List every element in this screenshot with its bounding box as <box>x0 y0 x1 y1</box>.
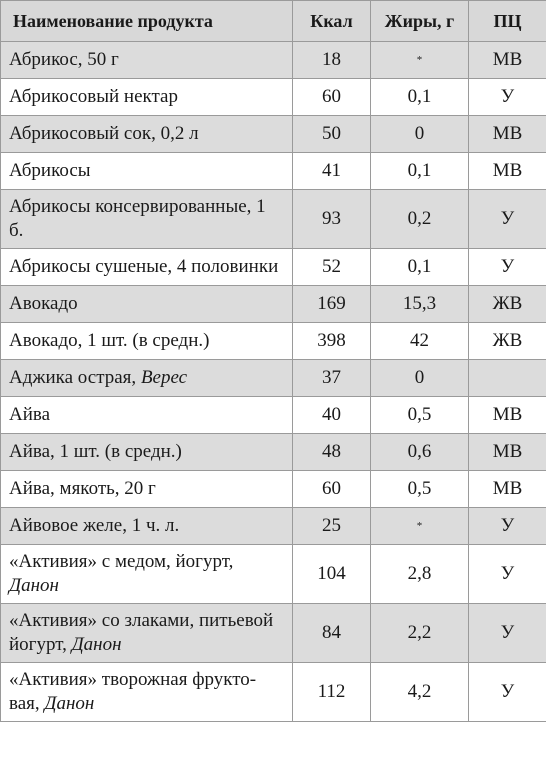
pc-value <box>469 360 546 397</box>
table-row <box>1 434 546 471</box>
fat-value: 15,3 <box>371 286 469 323</box>
fat-value: 2,2 <box>371 604 469 663</box>
product-name <box>1 604 293 663</box>
product-name-text: «Активия» с медом, йогурт, <box>9 551 234 572</box>
product-name-text: Айва <box>9 404 51 425</box>
product-name-text: Айва, 1 шт. (в средн.) <box>9 441 182 462</box>
product-name <box>1 434 293 471</box>
fat-value: 0,5 <box>371 397 469 434</box>
product-name-text: Абрикосовый нектар <box>9 86 178 107</box>
table-row <box>1 397 546 434</box>
product-name-text: Абрикосы <box>9 160 91 181</box>
table-row <box>1 471 546 508</box>
product-name-text: Айва, мякоть, 20 г <box>9 478 156 499</box>
table-row <box>1 360 546 397</box>
table-row <box>1 663 546 722</box>
kcal-value: 25 <box>293 508 371 545</box>
fat-value: 0,1 <box>371 79 469 116</box>
kcal-value: 18 <box>293 42 371 79</box>
table-row <box>1 286 546 323</box>
fat-value: 0 <box>371 116 469 153</box>
product-name-text: Абрикосы сушеные, 4 половинки <box>9 256 279 277</box>
table-row <box>1 323 546 360</box>
brand-name: Данон <box>71 634 122 655</box>
column-header-pc: ПЦ <box>469 1 546 42</box>
fat-value: 4,2 <box>371 663 469 722</box>
fat-value: 0,2 <box>371 190 469 249</box>
product-name <box>1 663 293 722</box>
table-row <box>1 249 546 286</box>
fat-value: 2,8 <box>371 545 469 604</box>
fat-value: 0,1 <box>371 249 469 286</box>
product-name-text: Абрикосовый сок, 0,2 л <box>9 123 199 144</box>
column-header-fat: Жиры, г <box>371 1 469 42</box>
pc-value: У <box>469 545 546 604</box>
table-header-row <box>1 1 546 42</box>
table-row <box>1 508 546 545</box>
pc-value: МВ <box>469 397 546 434</box>
product-name-text: Абрикос, 50 г <box>9 49 119 70</box>
product-name <box>1 360 293 397</box>
pc-value: ЖВ <box>469 286 546 323</box>
kcal-value: 40 <box>293 397 371 434</box>
pc-value: МВ <box>469 153 546 190</box>
fat-value: 42 <box>371 323 469 360</box>
kcal-value: 104 <box>293 545 371 604</box>
product-name <box>1 153 293 190</box>
fat-value: * <box>371 508 469 545</box>
product-name-text: Айвовое желе, 1 ч. л. <box>9 515 180 536</box>
product-name-text: Авокадо <box>9 293 78 314</box>
kcal-value: 60 <box>293 79 371 116</box>
column-header-kcal: Ккал <box>293 1 371 42</box>
fat-value: * <box>371 42 469 79</box>
kcal-value: 169 <box>293 286 371 323</box>
product-name <box>1 249 293 286</box>
kcal-value: 112 <box>293 663 371 722</box>
table-row <box>1 604 546 663</box>
product-name <box>1 190 293 249</box>
product-name-text: Аджика острая, <box>9 367 141 388</box>
product-name <box>1 79 293 116</box>
pc-value: ЖВ <box>469 323 546 360</box>
pc-value: У <box>469 190 546 249</box>
kcal-value: 50 <box>293 116 371 153</box>
table-row <box>1 153 546 190</box>
pc-value: МВ <box>469 116 546 153</box>
kcal-value: 41 <box>293 153 371 190</box>
kcal-value: 52 <box>293 249 371 286</box>
kcal-value: 37 <box>293 360 371 397</box>
table-row <box>1 79 546 116</box>
pc-value: У <box>469 508 546 545</box>
pc-value: У <box>469 663 546 722</box>
table-row <box>1 545 546 604</box>
kcal-value: 93 <box>293 190 371 249</box>
product-name <box>1 545 293 604</box>
pc-value: У <box>469 604 546 663</box>
pc-value: МВ <box>469 471 546 508</box>
kcal-value: 48 <box>293 434 371 471</box>
kcal-value: 60 <box>293 471 371 508</box>
product-name <box>1 397 293 434</box>
product-name <box>1 471 293 508</box>
product-name <box>1 116 293 153</box>
product-name <box>1 42 293 79</box>
brand-name: Верес <box>140 367 188 388</box>
fat-value: 0 <box>371 360 469 397</box>
table-row <box>1 116 546 153</box>
pc-value: У <box>469 79 546 116</box>
pc-value: МВ <box>469 42 546 79</box>
table-row <box>1 190 546 249</box>
fat-value: 0,6 <box>371 434 469 471</box>
product-name-text: Абрикосы консервированные, 1 б. <box>9 196 266 241</box>
product-name-text: «Активия» творожная фрукто-вая, <box>9 669 257 714</box>
fat-value: 0,1 <box>371 153 469 190</box>
column-header-name: Наименование продукта <box>1 1 293 42</box>
pc-value: У <box>469 249 546 286</box>
table-row <box>1 42 546 79</box>
product-name <box>1 508 293 545</box>
fat-value: 0,5 <box>371 471 469 508</box>
pc-value: МВ <box>469 434 546 471</box>
kcal-value: 398 <box>293 323 371 360</box>
product-name-text: Авокадо, 1 шт. (в средн.) <box>9 330 210 351</box>
product-name <box>1 323 293 360</box>
product-name-text: «Активия» со злаками, питьевой йогурт, <box>9 610 274 655</box>
kcal-value: 84 <box>293 604 371 663</box>
brand-name: Данон <box>44 693 95 714</box>
brand-name: Данон <box>9 575 59 596</box>
product-name <box>1 286 293 323</box>
